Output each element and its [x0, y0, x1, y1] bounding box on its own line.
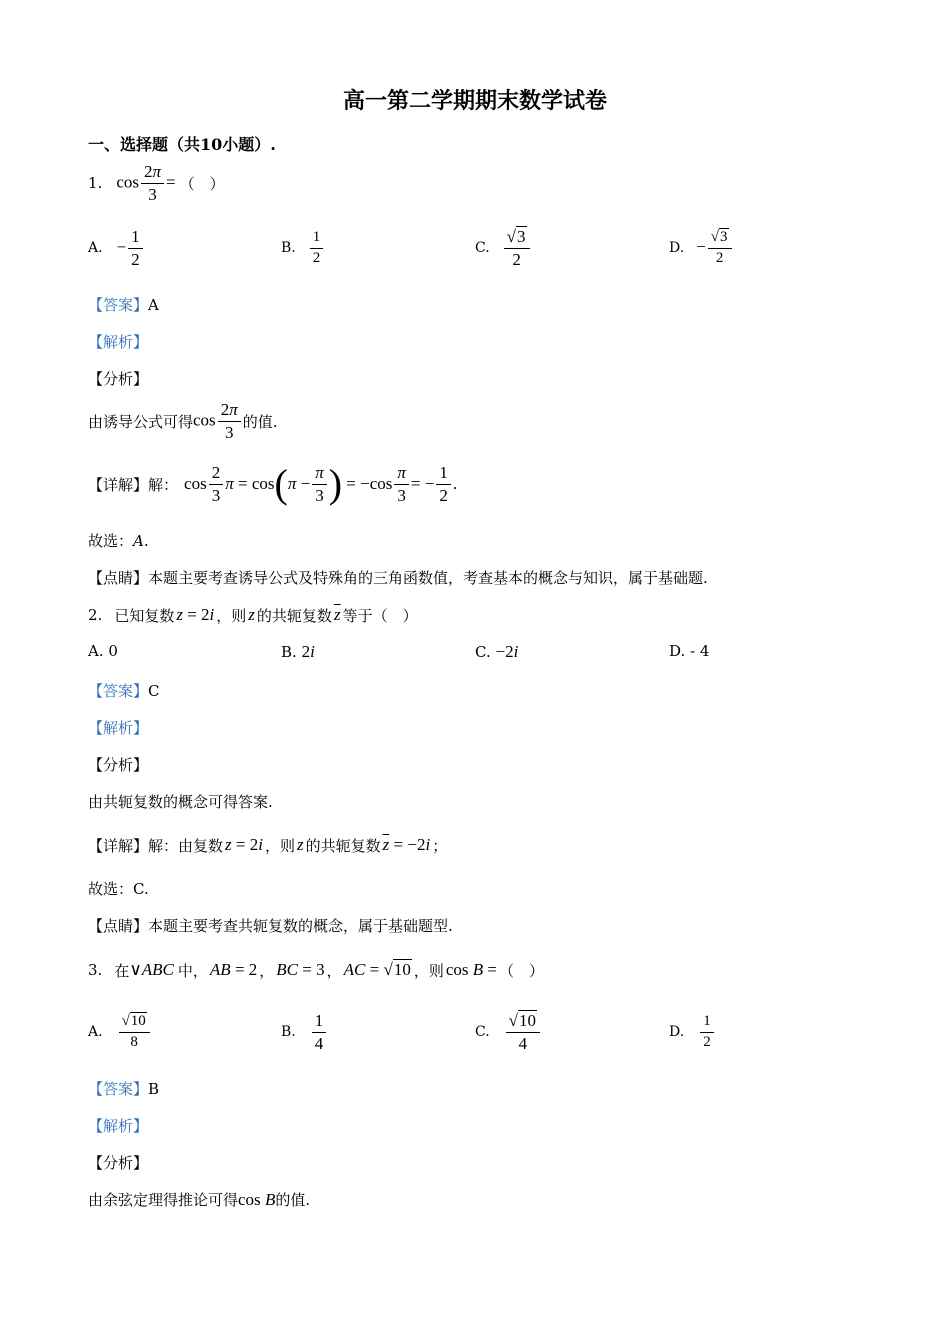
page-title: 高一第二学期期末数学试卷	[342, 88, 607, 114]
q1-comment-text: 本题主要考查诱导公式及特殊角的三角函数值，考查基本的概念与知识，属于基础题.	[148, 569, 708, 587]
q1-option-c-value: $\frac{√3}{2}$	[502, 228, 532, 269]
section-heading: 一、选择题（共10小题）.	[88, 135, 276, 154]
q2-z: z	[248, 605, 255, 624]
q3-fenxi-post: 的值.	[275, 1191, 311, 1209]
q2-z-eq: z = 2i	[176, 605, 215, 624]
q2-detail: 【详解】 解：由复数 z = 2i ，则 z 的共轭复数 $\overline{z} = -2i$ ；	[88, 835, 448, 855]
q3-fenxi: 由余弦定理得推论可得cos B的值.	[88, 1190, 311, 1209]
q1-option-d	[669, 222, 734, 274]
q2-option-c: C. −2i	[475, 642, 519, 661]
q2-stem-3: 的共轭复数	[256, 606, 332, 625]
q1-fenxi-expression: cos $\frac{2\pi}{3}$	[193, 401, 243, 442]
detail-tag: 【详解】	[88, 836, 149, 855]
q3-stem: 3. 在 ∨ABC 中， AB = 2 ， BC = 3 ， AC = √10 ，则 cos B = （ ）	[88, 960, 544, 980]
q1-expression: cos $\frac{2\pi}{3}$ =	[116, 161, 176, 204]
q1-fenxi-tag: 【分析】	[88, 370, 149, 388]
q2-option-b: B. 2i	[281, 642, 315, 661]
q3-option-a: A. $\frac{√10}{8}$	[88, 1006, 152, 1058]
q1-detail	[88, 458, 457, 510]
q2-stem-2: ，则	[216, 606, 247, 625]
q2-option-c-label: C.	[475, 643, 491, 661]
q1-stem	[88, 160, 225, 206]
q3-stem-1: 在	[114, 961, 130, 980]
q2-option-b-label: B.	[281, 643, 297, 661]
q3-option-a-label: A.	[88, 1024, 103, 1040]
q1-choose: 故选：A.	[88, 532, 149, 550]
q2-stem-4: 等于（ ）	[342, 606, 418, 625]
q1-answer	[88, 294, 159, 315]
q3-option-c: C. $\frac{√10}{4}$	[475, 1006, 542, 1058]
q3-stem-2: 中，	[177, 961, 208, 980]
q1-analysis-tag: 【解析】	[88, 333, 149, 351]
q1-choose-label: 故选：	[88, 532, 134, 550]
q1-fenxi-pre: 由诱导公式可得	[88, 412, 194, 431]
q2-number: 2.	[88, 606, 103, 624]
q2-detail-4: ；	[432, 836, 448, 855]
q3-stem-4: ，	[326, 961, 342, 980]
answer-tag: 【答案】	[88, 682, 149, 700]
q2-option-a: A. 0	[88, 642, 118, 660]
q1-option-c-label: C.	[475, 240, 490, 256]
q3-option-b-label: B.	[281, 1024, 296, 1040]
q1-fenxi-post: 的值.	[242, 412, 278, 431]
q2-choose: 故选：C.	[88, 880, 149, 898]
q1-number: 1.	[88, 174, 103, 192]
q3-answer	[88, 1078, 159, 1099]
q1-comment	[88, 567, 708, 588]
q3-option-b: B. $\frac{1}{4}$	[281, 1006, 328, 1058]
q2-option-d: D. - 4	[669, 642, 710, 660]
q2-analysis-tag: 【解析】	[88, 719, 149, 737]
q3-analysis-tag: 【解析】	[88, 1117, 149, 1135]
q2-detail-1: 解：由复数	[148, 836, 224, 855]
q2-comment	[88, 915, 453, 936]
q2-z-bar: $\overline{z}$	[333, 605, 341, 624]
q3-number: 3.	[88, 961, 103, 979]
q1-stem-tail: （ ）	[179, 174, 225, 193]
q2-detail-2: ，则	[264, 836, 295, 855]
q2-comment-text: 本题主要考查共轭复数的概念，属于基础题型.	[148, 917, 453, 935]
q1-detail-expression: cos $\frac{2}{3}$ π = cos ( π − $\frac{\pi}{3}$ ) = −cos $\frac{\pi}{3}$ = − $\frac{1}{2}$ .	[184, 461, 458, 506]
q3-triangle: ∨ABC	[129, 960, 174, 979]
answer-tag: 【答案】	[88, 1080, 149, 1098]
q1-answer-value: A	[148, 296, 159, 314]
q3-fenxi-pre: 由余弦定理得推论可得	[88, 1191, 239, 1209]
q1-option-c	[475, 222, 532, 274]
comment-tag: 【点睛】	[88, 569, 149, 587]
q2-fenxi: 由共轭复数的概念可得答案.	[88, 793, 273, 811]
q3-option-c-label: C.	[475, 1024, 490, 1040]
q1-option-b-label: B.	[281, 240, 296, 256]
q2-answer	[88, 680, 160, 701]
q2-answer-value: C	[148, 682, 160, 700]
q1-detail-pre: 解：	[148, 475, 179, 494]
q2-stem-1: 已知复数	[114, 606, 175, 625]
q1-option-b	[281, 224, 325, 272]
q3-stem-3: ，	[259, 961, 275, 980]
q3-option-d-label: D.	[669, 1024, 685, 1040]
q3-fenxi-tag: 【分析】	[88, 1154, 149, 1172]
q1-option-b-value: $\frac{1}{2}$	[308, 230, 326, 267]
answer-tag: 【答案】	[88, 296, 149, 314]
q2-stem	[88, 602, 418, 628]
q1-choose-value: A	[133, 532, 144, 550]
q1-fenxi	[88, 398, 278, 444]
q1-option-d-value: − $\frac{√3}{2}$	[696, 230, 733, 267]
q3-answer-value: B	[148, 1080, 160, 1098]
q1-option-a-value: − $\frac{1}{2}$	[117, 228, 145, 269]
q3-option-d: D. $\frac{1}{2}$	[669, 1006, 716, 1058]
q1-option-a	[88, 224, 145, 272]
q2-fenxi-tag: 【分析】	[88, 756, 149, 774]
comment-tag: 【点睛】	[88, 917, 149, 935]
q1-option-a-label: A.	[88, 240, 103, 256]
q2-detail-3: 的共轭复数	[305, 836, 381, 855]
q3-stem-6: （ ）	[498, 961, 544, 980]
q3-stem-5: ，则	[413, 961, 444, 980]
detail-tag: 【详解】	[88, 475, 149, 494]
q1-option-d-label: D.	[669, 240, 685, 256]
